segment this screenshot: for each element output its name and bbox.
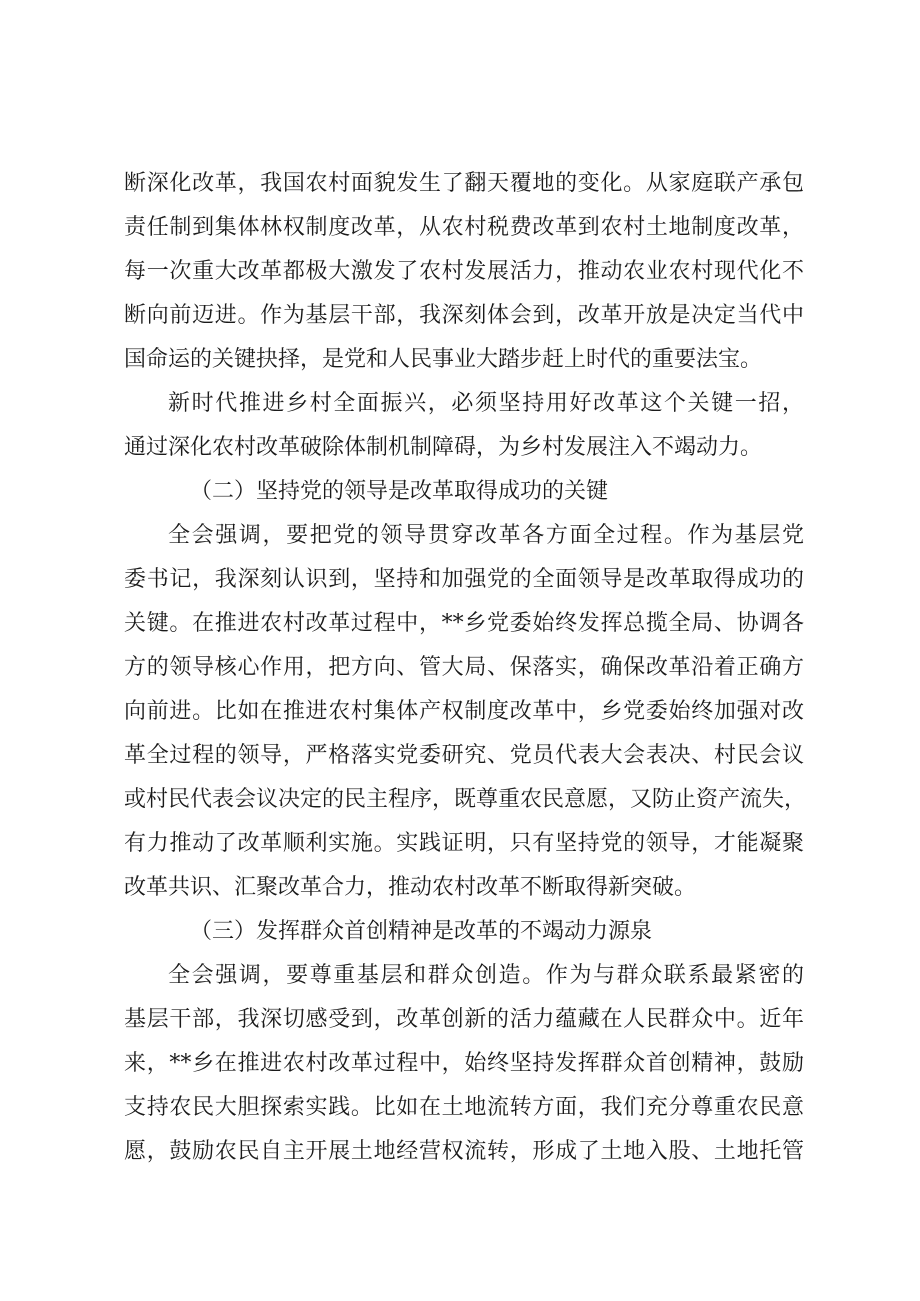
- section-heading: （三）发挥群众首创精神是改革的不竭动力源泉: [190, 919, 653, 944]
- body-text-line: 有力推动了改革顺利实施。实践证明，只有坚持党的领导，才能凝聚: [124, 831, 804, 856]
- body-text-line: 革全过程的领导，严格落实党委研究、党员代表大会表决、村民会议: [124, 743, 804, 768]
- body-text-line: 通过深化农村改革破除体制机制障碍，为乡村发展注入不竭动力。: [124, 435, 763, 460]
- section-heading: （二）坚持党的领导是改革取得成功的关键: [190, 479, 609, 504]
- body-text-line: 基层干部，我深切感受到，改革创新的活力蕴藏在人民群众中。近年: [124, 1007, 804, 1032]
- body-text-line: 责任制到集体林权制度改革，从农村税费改革到农村土地制度改革，: [124, 215, 804, 240]
- body-text-line: 愿，鼓励农民自主开展土地经营权流转，形成了土地入股、土地托管: [124, 1139, 804, 1164]
- body-text-line: 委书记，我深刻认识到，坚持和加强党的全面领导是改革取得成功的: [124, 567, 804, 592]
- body-text-line: 或村民代表会议决定的民主程序，既尊重农民意愿，又防止资产流失，: [124, 787, 807, 812]
- body-text-line: 支持农民大胆探索实践。比如在土地流转方面，我们充分尊重农民意: [124, 1095, 804, 1120]
- body-text-line: 方的领导核心作用，把方向、管大局、保落实，确保改革沿着正确方: [124, 655, 804, 680]
- body-text-line: 断向前迈进。作为基层干部，我深刻体会到，改革开放是决定当代中: [124, 303, 804, 328]
- body-text-line: 每一次重大改革都极大激发了农村发展活力，推动农业农村现代化不: [124, 259, 804, 284]
- body-text-line: 向前进。比如在推进农村集体产权制度改革中，乡党委始终加强对改: [124, 699, 804, 724]
- body-text-line: 改革共识、汇聚改革合力，推动农村改革不断取得新突破。: [124, 875, 697, 900]
- body-text-line: 国命运的关键抉择，是党和人民事业大踏步赶上时代的重要法宝。: [124, 347, 763, 372]
- body-text-line: 关键。在推进农村改革过程中，**乡党委始终发挥总揽全局、协调各: [124, 611, 804, 636]
- paragraph-first-line: 新时代推进乡村全面振兴，必须坚持用好改革这个关键一招，: [168, 391, 804, 416]
- body-text-line: 来，**乡在推进农村改革过程中，始终坚持发挥群众首创精神，鼓励: [124, 1051, 804, 1076]
- paragraph-first-line: 全会强调，要把党的领导贯穿改革各方面全过程。作为基层党: [168, 523, 804, 548]
- paragraph-first-line: 全会强调，要尊重基层和群众创造。作为与群众联系最紧密的: [168, 963, 804, 988]
- body-text-line: 断深化改革，我国农村面貌发生了翻天覆地的变化。从家庭联产承包: [124, 171, 804, 196]
